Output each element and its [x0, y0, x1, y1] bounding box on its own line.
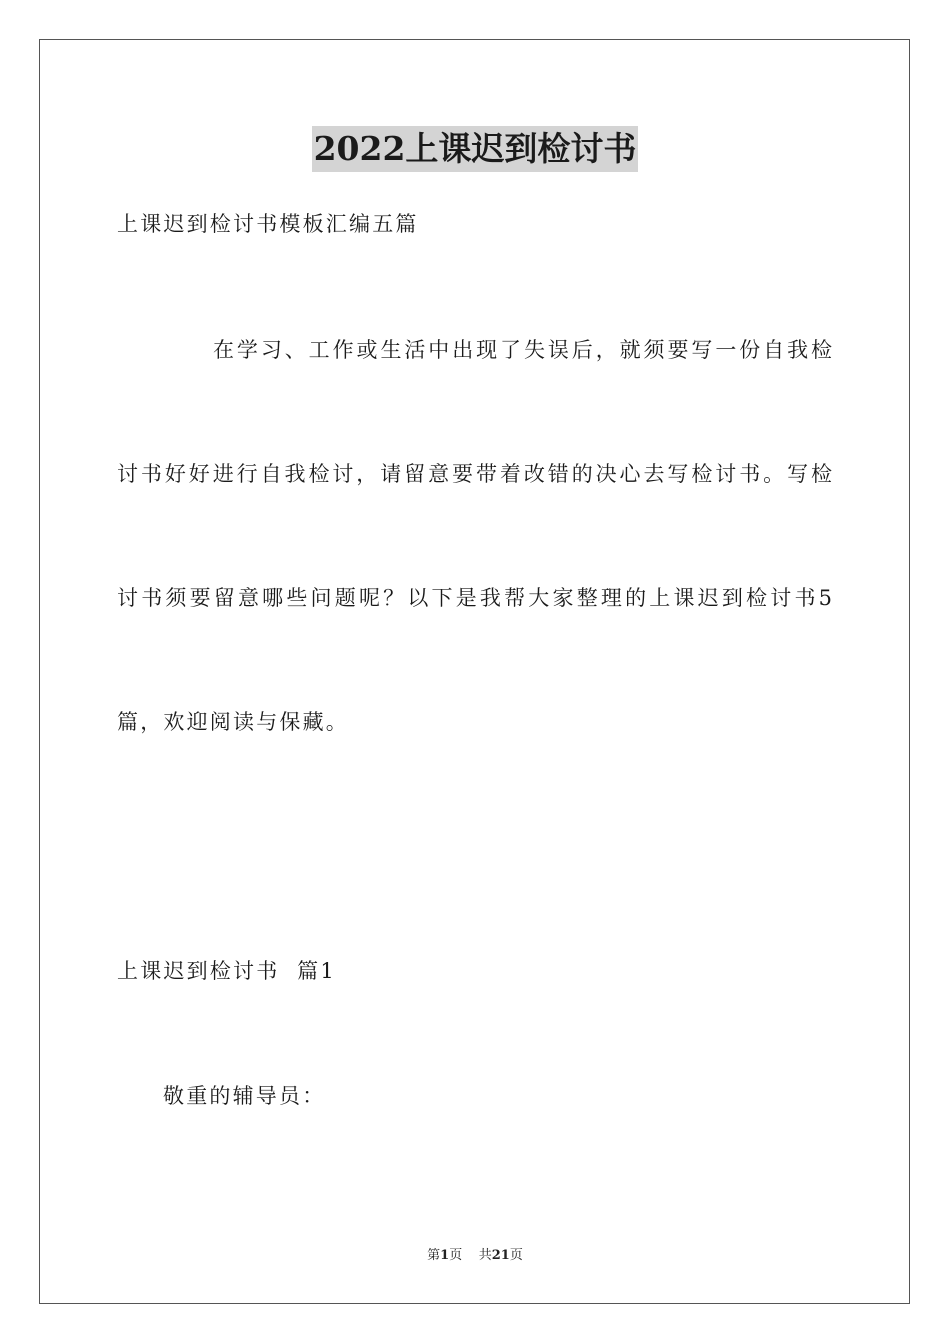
title-container — [0, 126, 950, 172]
footer-page-total: 21 — [491, 1248, 510, 1263]
intro-line-3: 讨书须要留意哪些问题呢？以下是我帮大家整理的上课迟到检讨书5 — [117, 586, 833, 610]
document-subtitle: 上课迟到检讨书模板汇编五篇 — [117, 212, 419, 236]
section-heading: 上课迟到检讨书 篇1 — [117, 959, 336, 983]
page-footer — [0, 1247, 950, 1265]
footer-page-suffix: 页 — [509, 1248, 523, 1263]
document-title: 2022上课迟到检讨书 — [312, 126, 639, 172]
intro-line-4: 篇，欢迎阅读与保藏。 — [117, 710, 349, 734]
intro-line-2: 讨书好好进行自我检讨，请留意要带着改错的决心去写检讨书。写检 — [117, 462, 833, 486]
footer-page-number: 1 — [440, 1248, 450, 1263]
intro-line-1: 在学习、工作或生活中出现了失误后，就须要写一份自我检 — [213, 338, 833, 362]
footer-page-mid: 页 共 — [449, 1248, 492, 1263]
salutation: 敬重的辅导员： — [163, 1084, 326, 1108]
footer-page-prefix: 第 — [427, 1248, 441, 1263]
